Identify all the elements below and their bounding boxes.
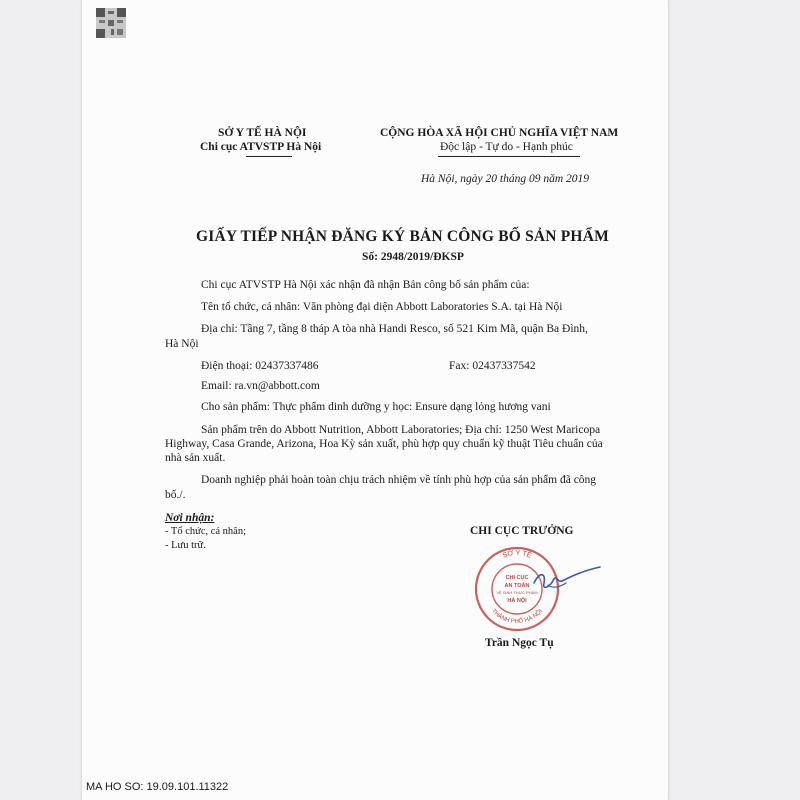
address-line-1: Địa chỉ: Tầng 7, tầng 8 tháp A tòa nhà Handi Resco, số 521 Kim Mã, quận Ba Đình, [201,323,588,335]
department-name: Chi cục ATVSTP Hà Nội [200,141,322,153]
motto-underline [438,156,580,157]
address-line-2: Hà Nội [165,338,199,350]
recipients-heading: Nơi nhận: [165,512,215,524]
signer-title: CHI CỤC TRƯỞNG [470,525,574,537]
signer-name: Trần Ngọc Tụ [485,637,554,649]
product-line: Cho sản phẩm: Thực phẩm dinh dưỡng y học: Ensure dạng lỏng hương vani [201,401,551,413]
dossier-code: MA HO SO: 19.09.101.11322 [86,781,229,793]
issue-date: Hà Nội, ngày 20 tháng 09 năm 2019 [421,173,590,185]
intro-line: Chi cục ATVSTP Hà Nội xác nhận đã nhận Bản công bố sản phẩm của: [201,279,530,291]
responsibility-line-1: Doanh nghiệp phải hoàn toàn chịu trách nhiệm về tính phù hợp của sản phẩm đã công [201,474,597,486]
document-page [82,0,668,800]
phone-line: Điện thoại: 02437337486 [201,360,319,372]
seal-inner-text: VỆ SINH THỰC PHẨM [496,590,538,595]
maker-line-1: Sản phẩm trên do Abbott Nutrition, Abbott Laboratories; Địa chỉ: 1250 West Maricopa [201,424,601,436]
seal-inner-text: CHI CỤC [505,575,529,581]
national-title: CỘNG HÒA XÃ HỘI CHỦ NGHĨA VIỆT NAM [380,127,619,139]
ministry-name: SỞ Y TẾ HÀ NỘI [218,127,307,139]
document-title: GIẤY TIẾP NHẬN ĐĂNG KÝ BẢN CÔNG BỐ SẢN PHẨM [196,228,609,245]
maker-line-3: nhà sản xuất. [165,452,226,464]
seal-inner-text: AN TOÀN [504,583,530,589]
recipient-item: - Tổ chức, cá nhân; [165,526,247,537]
department-underline [246,156,292,157]
responsibility-line-2: bố./. [165,489,186,501]
seal-inner-text: HÀ NỘI [507,598,527,604]
qr-code-icon [96,8,126,38]
signature-icon [530,565,610,595]
seal-bottom-text: THÀNH PHỐ HÀ NỘI [490,608,544,626]
svg-text:THÀNH PHỐ HÀ NỘI [490,608,544,625]
document-number: Số: 2948/2019/ĐKSP [362,251,464,263]
maker-line-2: Highway, Casa Grande, Arizona, Hoa Kỳ sản xuất, phù hợp quy chuẩn kỹ thuật Tiêu chuẩn của [165,438,603,450]
email-line: Email: ra.vn@abbott.com [201,380,320,392]
fax-line: Fax: 02437337542 [449,360,536,372]
recipient-item: - Lưu trữ. [165,540,206,551]
seal-top-text: SỞ Y TẾ [501,549,533,560]
organization-line: Tên tổ chức, cá nhân: Văn phòng đại diện Abbott Laboratories S.A. tại Hà Nội [201,301,563,313]
national-motto: Độc lập - Tự do - Hạnh phúc [440,141,573,153]
